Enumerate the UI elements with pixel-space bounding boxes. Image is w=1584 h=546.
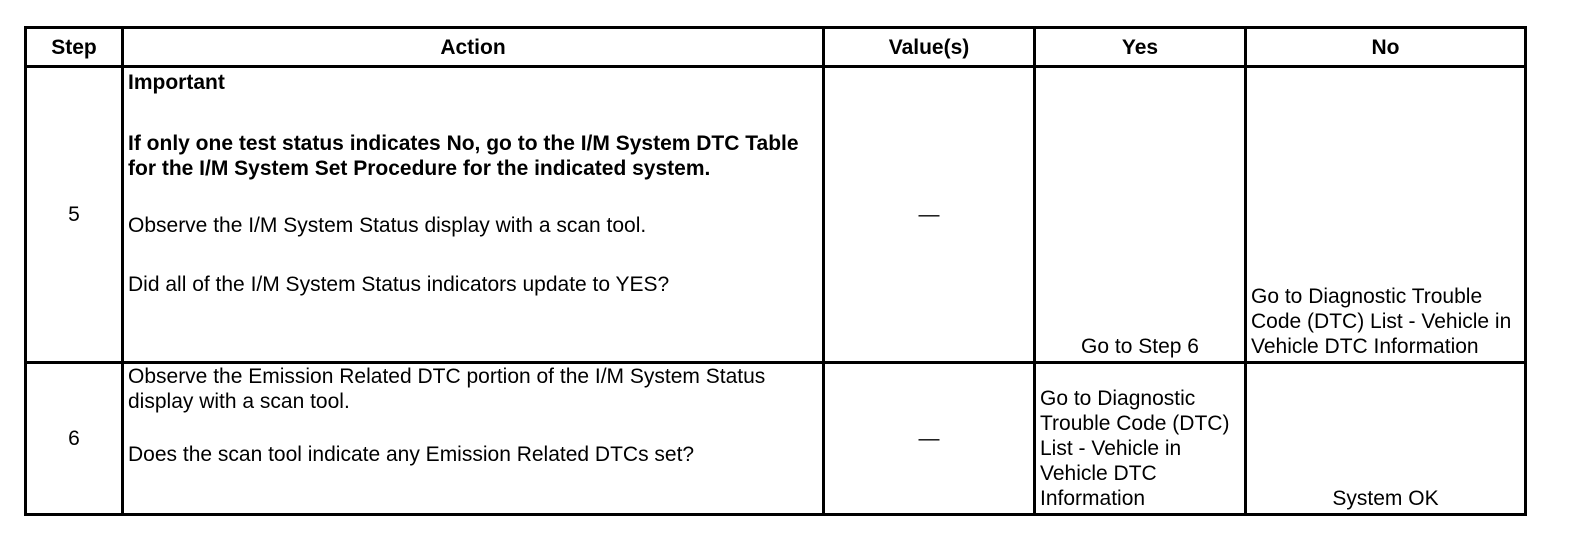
important-label: Important: [128, 71, 225, 94]
action-question: Did all of the I/M System Status indicators update to YES?: [128, 273, 670, 296]
header-values: Value(s): [824, 28, 1035, 67]
yes-cell: [1035, 67, 1246, 363]
no-link[interactable]: System OK: [1332, 487, 1439, 510]
action-question: Does the scan tool indicate any Emission Related DTCs set?: [128, 443, 695, 466]
action-instruction: Observe the I/M System Status display with a scan tool.: [128, 214, 647, 237]
header-no: No: [1246, 28, 1526, 67]
value-cell: —: [824, 363, 1035, 515]
header-row: [26, 28, 1526, 67]
no-cell: [1246, 67, 1526, 363]
header-yes: Yes: [1035, 28, 1246, 67]
header-step: Step: [26, 28, 123, 67]
action-cell: [123, 363, 824, 515]
header-action: Action: [123, 28, 824, 67]
step-number: 6: [26, 363, 123, 515]
action-cell: [123, 67, 824, 363]
diagnostic-table: [24, 26, 1527, 516]
yes-link[interactable]: Go to Step 6: [1081, 335, 1199, 358]
table-row: [26, 363, 1526, 515]
no-cell: [1246, 363, 1526, 515]
yes-cell: [1035, 363, 1246, 515]
no-link[interactable]: Go to Diagnostic Trouble Code (DTC) List - Vehicle in Vehicle DTC Information: [1251, 285, 1512, 358]
step-number: 5: [26, 67, 123, 363]
action-instruction: Observe the Emission Related DTC portion of the I/M System Status display with a scan tool.: [128, 365, 766, 413]
table-row: [26, 67, 1526, 363]
yes-link[interactable]: Go to Diagnostic Trouble Code (DTC) List - Vehicle in Vehicle DTC Information: [1040, 387, 1230, 510]
important-text: If only one test status indicates No, go to the I/M System DTC Table for the I/M System Set Procedure for the indicated system.: [128, 132, 799, 180]
value-cell: —: [824, 67, 1035, 363]
